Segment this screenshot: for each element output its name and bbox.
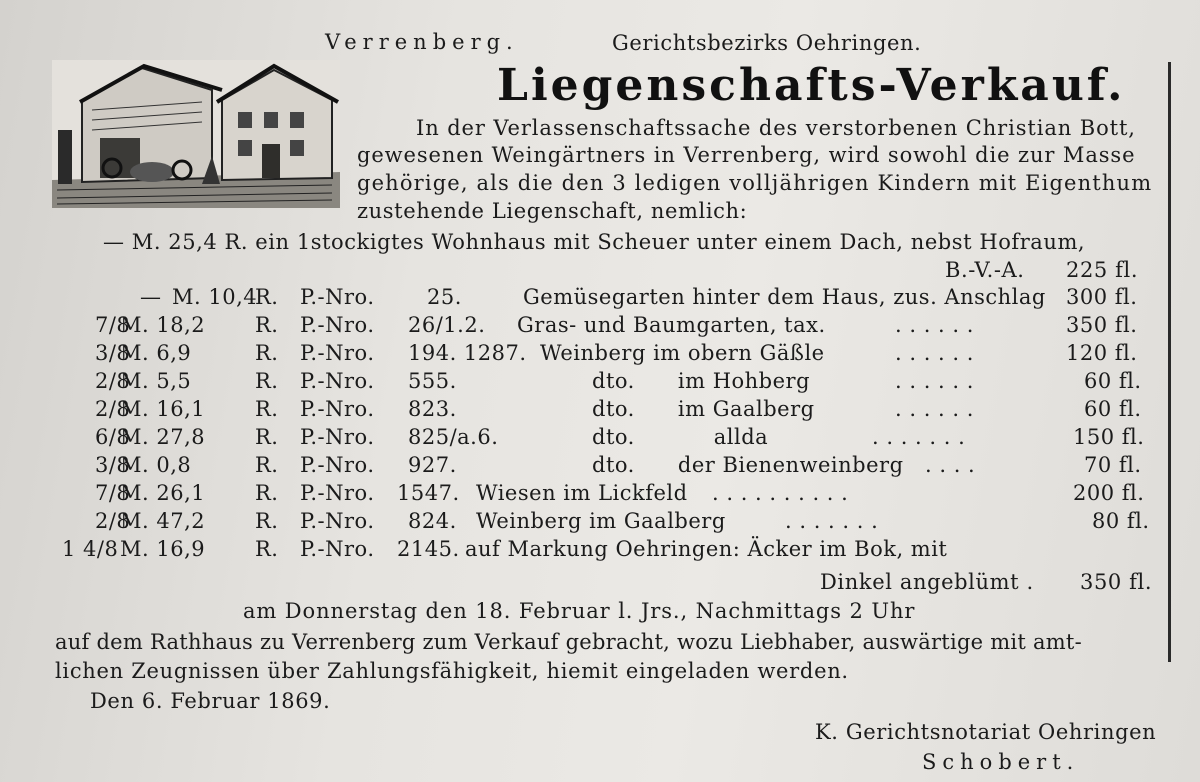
item-description: Weinberg im obern Gäßle	[540, 341, 825, 365]
item-unit: R.	[255, 537, 279, 561]
item-unit: R.	[255, 369, 279, 393]
item-pnr: P.-Nro.	[300, 481, 375, 505]
item-number: 25.	[427, 285, 462, 309]
item-pnr: P.-Nro.	[300, 341, 375, 365]
intro-line-1: In der Verlassenschaftssache des verstorbenen Christian Bott,	[416, 116, 1136, 140]
item-price: 70 fl.	[1084, 453, 1142, 477]
item-share: 3/8	[95, 341, 131, 365]
item-description: dto. im Gaalberg	[592, 397, 815, 421]
list-item	[0, 341, 1200, 369]
item-price: 80 fl.	[1092, 509, 1150, 533]
item-share: 6/8	[95, 425, 131, 449]
list-item	[0, 285, 1200, 313]
item-unit: R.	[255, 453, 279, 477]
item-price: 120 fl.	[1066, 341, 1138, 365]
item-dots: . . . . . .	[895, 313, 974, 337]
list-item	[0, 509, 1200, 537]
first-item-price: 225 fl.	[1066, 258, 1139, 282]
item-number: 26/1.2.	[408, 313, 486, 337]
district-name: Gerichtsbezirks Oehringen.	[612, 31, 922, 55]
item-pnr: P.-Nro.	[300, 453, 375, 477]
list-item	[0, 313, 1200, 341]
item-area: M. 18,2	[120, 313, 206, 337]
item-description: Gras- und Baumgarten, tax.	[517, 313, 826, 337]
item-price: 60 fl.	[1084, 397, 1142, 421]
item-dots: . . . . . . .	[785, 509, 879, 533]
item-pnr: P.-Nro.	[300, 537, 375, 561]
item-area: M. 16,1	[120, 397, 206, 421]
item-pnr: P.-Nro.	[300, 425, 375, 449]
intro-line-2: gewesenen Weingärtners in Verrenberg, wird sowohl die zur Masse	[357, 143, 1136, 167]
item-pnr: P.-Nro.	[300, 369, 375, 393]
item-unit: R.	[255, 341, 279, 365]
item-unit: R.	[255, 397, 279, 421]
item-pnr: P.-Nro.	[300, 397, 375, 421]
item-number: 823.	[408, 397, 457, 421]
item-dots: . . . . . . . . . .	[712, 481, 849, 505]
item-share: 3/8	[95, 453, 131, 477]
item-description: auf Markung Oehringen: Äcker im Bok, mit	[465, 537, 948, 561]
first-item-line: — M. 25,4 R. ein 1stockigtes Wohnhaus mit Scheuer unter einem Dach, nebst Hofraum,	[103, 230, 1086, 254]
signature-name: Schobert.	[922, 750, 1080, 774]
page-title: Liegenschafts-Verkauf.	[497, 60, 1126, 111]
item-number: 927.	[408, 453, 457, 477]
item-unit: R.	[255, 509, 279, 533]
item-dots: . . . .	[925, 453, 976, 477]
signature-office: K. Gerichtsnotariat Oehringen	[815, 720, 1157, 744]
item-area: M. 26,1	[120, 481, 206, 505]
item-share: 7/8	[95, 481, 131, 505]
item-price: 300 fl.	[1066, 285, 1138, 309]
item-dots: . . . . . .	[895, 397, 974, 421]
notice-date: Den 6. Februar 1869.	[90, 689, 331, 713]
place-name: Verrenberg.	[325, 30, 519, 54]
last-item-continuation: Dinkel angeblümt .	[820, 570, 1034, 594]
item-area: M. 5,5	[120, 369, 192, 393]
last-item-price: 350 fl.	[1080, 570, 1153, 594]
intro-line-4: zustehende Liegenschaft, nemlich:	[357, 199, 748, 223]
intro-line-3: gehörige, als die den 3 ledigen volljährigen Kindern mit Eigenthum	[357, 171, 1153, 195]
item-pnr: P.-Nro.	[300, 285, 375, 309]
closing-line-3: lichen Zeugnissen über Zahlungsfähigkeit, hiemit eingeladen werden.	[55, 659, 849, 683]
item-dots: . . . . . .	[895, 369, 974, 393]
list-item	[0, 453, 1200, 481]
item-area: M. 16,9	[120, 537, 206, 561]
item-share: 2/8	[95, 369, 131, 393]
item-number: 2145.	[397, 537, 460, 561]
list-item	[0, 537, 1200, 565]
item-dots: . . . . . . .	[872, 425, 966, 449]
item-description: dto. im Hohberg	[592, 369, 811, 393]
list-item	[0, 481, 1200, 509]
item-description: dto. allda	[592, 425, 769, 449]
item-price: 60 fl.	[1084, 369, 1142, 393]
item-unit: R.	[255, 481, 279, 505]
item-pnr: P.-Nro.	[300, 313, 375, 337]
item-dots: . . . . . .	[895, 341, 974, 365]
item-area: M. 10,4	[172, 285, 258, 309]
closing-line-2: auf dem Rathhaus zu Verrenberg zum Verkauf gebracht, wozu Liebhaber, auswärtige mit amt-	[55, 630, 1082, 654]
item-area: M. 47,2	[120, 509, 206, 533]
item-description: dto. der Bienenweinberg	[592, 453, 904, 477]
farmhouse-illustration	[52, 60, 340, 208]
item-number: 824.	[408, 509, 457, 533]
item-unit: R.	[255, 313, 279, 337]
item-area: M. 0,8	[120, 453, 192, 477]
item-number: 555.	[408, 369, 457, 393]
item-description: Weinberg im Gaalberg	[476, 509, 726, 533]
item-price: 150 fl.	[1073, 425, 1145, 449]
item-description: Gemüsegarten hinter dem Haus, zus. Anschlag	[523, 285, 1046, 309]
item-share: 2/8	[95, 397, 131, 421]
item-area: M. 6,9	[120, 341, 192, 365]
list-item	[0, 369, 1200, 397]
item-unit: R.	[255, 425, 279, 449]
item-number: 1547.	[397, 481, 460, 505]
list-item	[0, 425, 1200, 453]
item-number: 825/a.6.	[408, 425, 499, 449]
item-share: 2/8	[95, 509, 131, 533]
item-area: M. 27,8	[120, 425, 206, 449]
item-share: —	[140, 285, 162, 309]
item-share: 1 4/8	[62, 537, 119, 561]
item-unit: R.	[255, 285, 279, 309]
first-item-ref: B.-V.-A.	[945, 258, 1025, 282]
item-price: 200 fl.	[1073, 481, 1145, 505]
closing-line-1: am Donnerstag den 18. Februar l. Jrs., Nachmittags 2 Uhr	[243, 599, 916, 623]
item-pnr: P.-Nro.	[300, 509, 375, 533]
item-number: 194. 1287.	[408, 341, 527, 365]
item-price: 350 fl.	[1066, 313, 1138, 337]
column-rule	[1168, 62, 1171, 662]
item-share: 7/8	[95, 313, 131, 337]
list-item	[0, 397, 1200, 425]
item-description: Wiesen im Lickfeld	[476, 481, 688, 505]
